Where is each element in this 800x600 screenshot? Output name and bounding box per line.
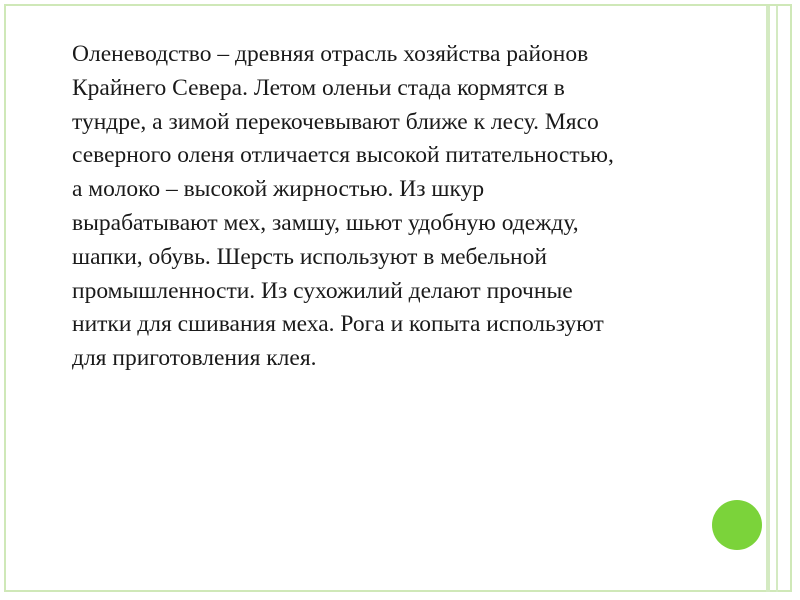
bullet-list <box>44 38 734 376</box>
right-rule-thick <box>766 6 770 592</box>
list-item <box>44 38 734 376</box>
green-circle-icon <box>712 500 762 550</box>
bullet-text: Оленеводство – древняя отрасль хозяйства районов Крайнего Севера. Летом оленьи стада кормятся в тундре, а зимой перекочевывают ближе к лесу. Мясо северного оленя отличается высокой питательностью, а молоко – высокой жирностью. Из шкур вырабатывают мех, замшу, шьют удобную одежду, шапки, обувь. Шерсть используют в мебельной промышленности. Из сухожилий делают прочные нитки для сшивания меха. Рога и копыта используют для приготовления клея. <box>72 41 614 372</box>
right-rule-thin <box>776 6 778 592</box>
